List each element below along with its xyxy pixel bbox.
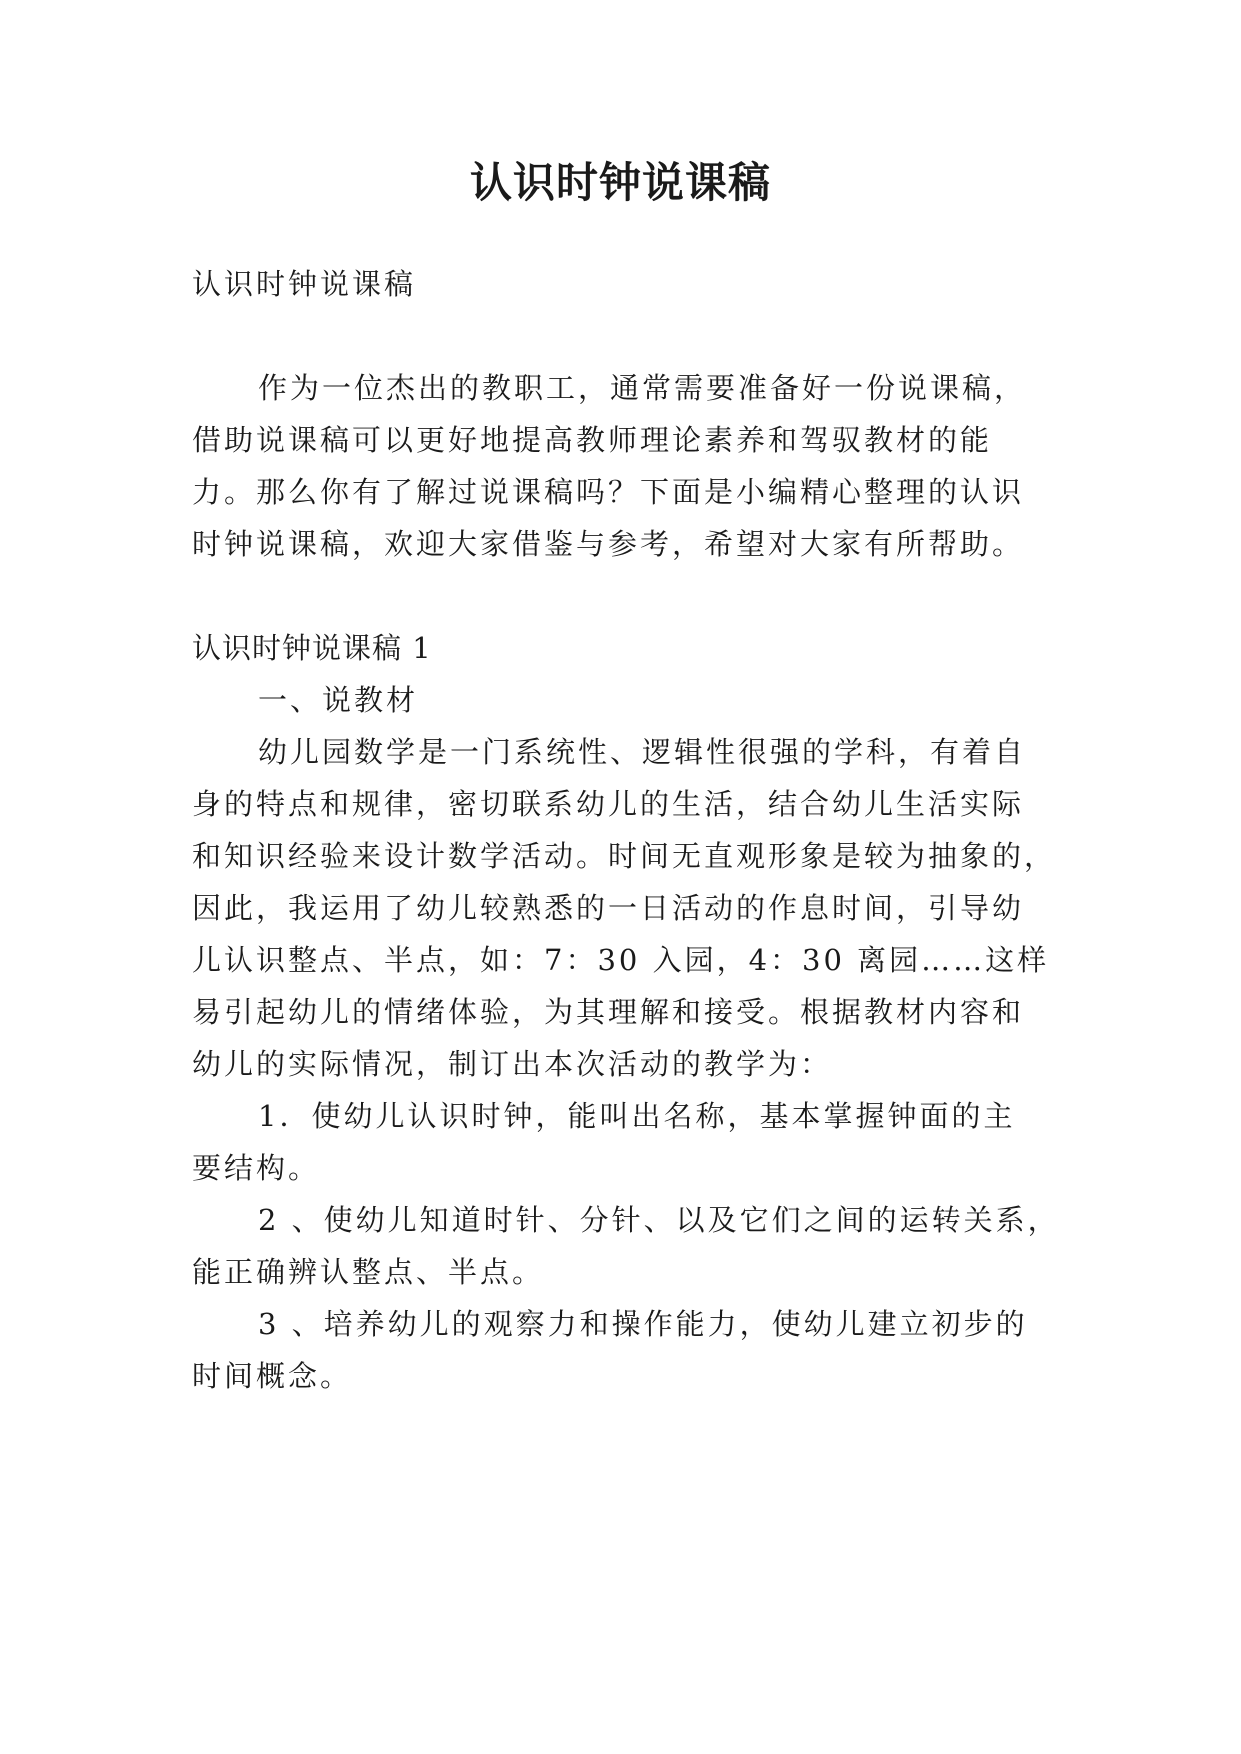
body-line: 身的特点和规律，密切联系幼儿的生活，结合幼儿生活实际 (192, 787, 1025, 821)
goal-line: 要结构。 (192, 1151, 321, 1185)
goal-line: 能正确辨认整点、半点。 (192, 1255, 545, 1289)
intro-line: 力。那么你有了解过说课稿吗？下面是小编精心整理的认识 (192, 475, 1025, 509)
goal-line: 1．使幼儿认识时钟，能叫出名称，基本掌握钟面的主 (258, 1099, 1016, 1133)
document-subtitle: 认识时钟说课稿 (192, 267, 417, 301)
body-line: 和知识经验来设计数学活动。时间无直观形象是较为抽象的， (192, 839, 1057, 873)
document-title: 认识时钟说课稿 (469, 158, 771, 207)
goal-line: 时间概念。 (192, 1359, 353, 1393)
body-line: 幼儿的实际情况，制订出本次活动的教学为： (192, 1047, 833, 1081)
part-heading: 一、说教材 (258, 683, 419, 717)
body-line: 因此，我运用了幼儿较熟悉的一日活动的作息时间，引导幼 (192, 891, 1025, 925)
section-heading: 认识时钟说课稿 1 (192, 631, 432, 665)
body-line: 幼儿园数学是一门系统性、逻辑性很强的学科，有着自 (258, 735, 1027, 769)
body-line: 儿认识整点、半点，如：7：30 入园，4：30 离园……这样 (192, 943, 1050, 977)
intro-line: 借助说课稿可以更好地提高教师理论素养和驾驭教材的能 (192, 423, 993, 457)
goal-line: 2 、使幼儿知道时针、分针、以及它们之间的运转关系， (258, 1203, 1060, 1237)
intro-line: 作为一位杰出的教职工，通常需要准备好一份说课稿， (258, 371, 1027, 405)
goal-line: 3 、培养幼儿的观察力和操作能力，使幼儿建立初步的 (258, 1307, 1028, 1341)
intro-line: 时钟说课稿，欢迎大家借鉴与参考，希望对大家有所帮助。 (192, 527, 1025, 561)
body-line: 易引起幼儿的情绪体验，为其理解和接受。根据教材内容和 (192, 995, 1025, 1029)
